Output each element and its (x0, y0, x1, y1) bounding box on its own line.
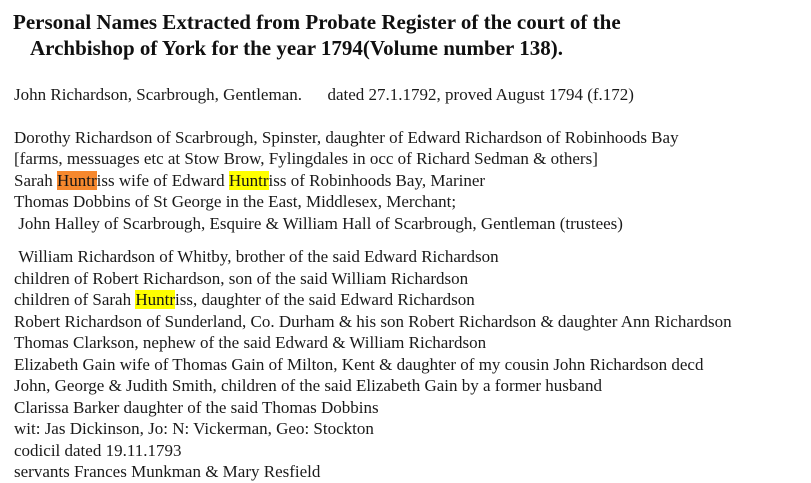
text-line (14, 170, 805, 192)
text-line (14, 246, 805, 268)
text-segment: Thomas Dobbins of St George in the East, Middlesex, Merchant; (14, 192, 457, 211)
text-segment: servants Frances Munkman & Mary Resfield (14, 462, 321, 481)
text-segment: Elizabeth Gain wife of Thomas Gain of Milton, Kent & daughter of my cousin John Richardson decd (14, 354, 704, 374)
text-line (14, 268, 805, 290)
text-segment: Thomas Clarkson, nephew of the said Edward & William Richardson (14, 333, 487, 352)
page-title (0, 0, 811, 61)
search-highlight-match: Huntr (228, 170, 269, 190)
text-segment: Sarah (14, 170, 57, 190)
text-line (14, 289, 805, 311)
beneficiaries-1 (14, 127, 805, 235)
text-segment: Dorothy Richardson of Scarbrough, Spinster, daughter of Edward Richardson of Robinhoods Bay (14, 127, 679, 147)
text-line (14, 213, 805, 235)
text-segment: wit: Jas Dickinson, Jo: N: Vickerman, Geo: Stockton (14, 419, 374, 438)
text-segment: children of Sarah (14, 290, 136, 309)
text-line (14, 127, 805, 149)
text-segment: children of Robert Richardson, son of the said William Richardson (14, 268, 469, 288)
text-segment: iss, daughter of the said Edward Richardson (175, 290, 475, 309)
text-segment: [farms, messuages etc at Stow Brow, Fylingdales in occ of Richard Sedman & others] (14, 149, 598, 168)
text-line (14, 440, 805, 462)
text-line (14, 84, 805, 106)
text-line (14, 332, 805, 354)
text-line (14, 397, 805, 419)
text-line (14, 191, 805, 213)
text-segment: William Richardson of Whitby, brother of the said Edward Richardson (14, 247, 499, 266)
text-line (14, 418, 805, 440)
text-segment: iss of Robinhoods Bay, Mariner (268, 170, 486, 190)
text-line (14, 311, 805, 333)
search-highlight-match: Huntr (135, 290, 175, 309)
text-line (14, 461, 805, 483)
title-line-1: Personal Names Extracted from Probate Register of the court of the (13, 10, 621, 34)
text-segment: John Richardson, Scarbrough, Gentleman. dated 27.1.1792, proved August 1794 (f.172) (14, 85, 634, 104)
text-segment: Clarissa Barker daughter of the said Thomas Dobbins (14, 397, 379, 417)
text-line (14, 354, 805, 376)
search-highlight-active: Huntr (56, 170, 97, 190)
text-line (14, 148, 805, 170)
title-line-2: Archbishop of York for the year 1794(Volume number 138). (30, 36, 563, 60)
text-segment: John, George & Judith Smith, children of the said Elizabeth Gain by a former husband (14, 376, 602, 395)
text-segment: iss wife of Edward (96, 170, 229, 190)
text-segment: codicil dated 19.11.1793 (14, 440, 182, 460)
text-segment: John Halley of Scarbrough, Esquire & William Hall of Scarbrough, Gentleman (trustees) (14, 213, 623, 233)
entry-header (14, 84, 805, 106)
text-segment: Robert Richardson of Sunderland, Co. Durham & his son Robert Richardson & daughter Ann Richardson (14, 311, 732, 331)
document-body (0, 84, 811, 483)
text-line (14, 375, 805, 397)
beneficiaries-2 (14, 246, 805, 483)
